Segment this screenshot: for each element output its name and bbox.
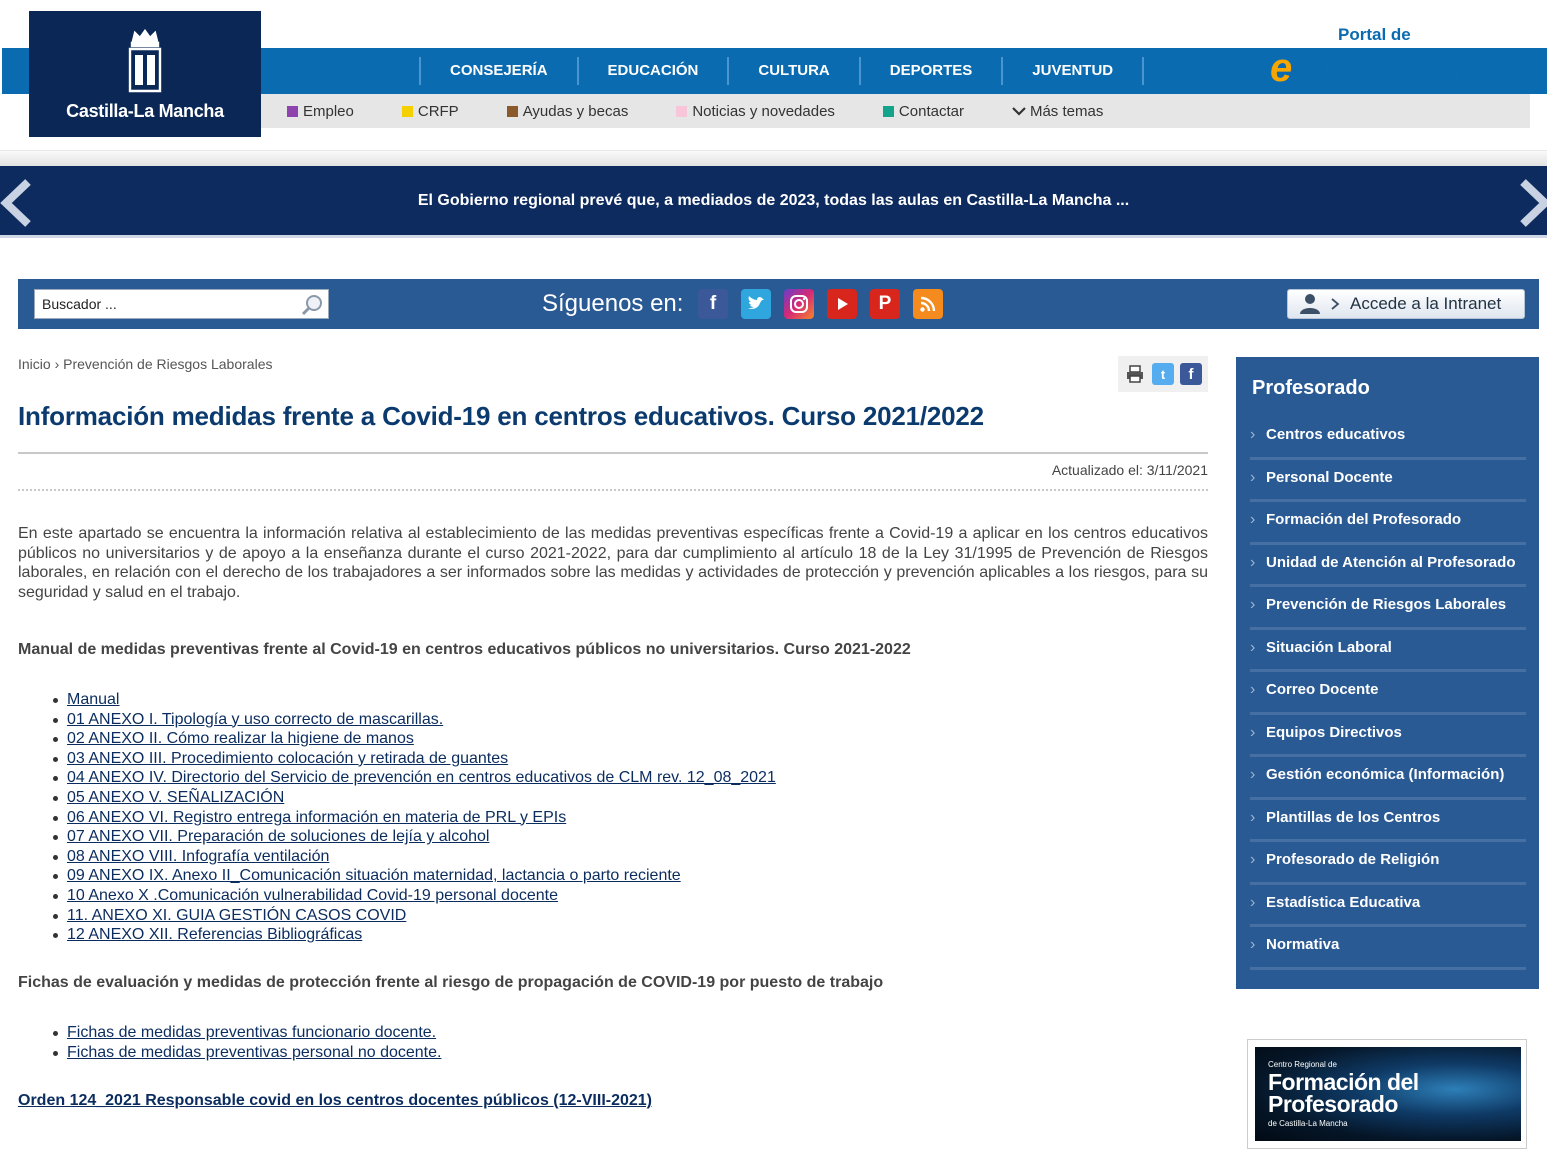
follow-us-label: Síguenos en: xyxy=(542,290,684,317)
doc-link[interactable]: 11. ANEXO XI. GUIA GESTIÓN CASOS COVID xyxy=(67,906,407,924)
orden-link[interactable]: Orden 124_2021 Responsable covid en los centros docentes públicos (12-VIII-2021) xyxy=(18,1092,653,1109)
subnav-label: Noticias y novedades xyxy=(692,102,835,120)
doc-link[interactable]: Fichas de medidas preventivas personal no docente. xyxy=(67,1043,442,1061)
sidebar-item-personal-docente[interactable]: › Personal Docente xyxy=(1250,460,1526,503)
youtube-icon[interactable] xyxy=(827,289,857,319)
doc-link[interactable]: 06 ANEXO VI. Registro entrega información en materia de PRL y EPIs xyxy=(67,808,567,826)
pinterest-icon[interactable]: P xyxy=(870,289,900,319)
crfp-banner-image xyxy=(1255,1047,1521,1141)
doc-link[interactable]: 08 ANEXO VIII. Infografía ventilación xyxy=(67,847,330,865)
color-square-icon xyxy=(402,106,413,117)
rss-icon[interactable] xyxy=(913,289,943,319)
list-item xyxy=(50,768,776,788)
instagram-icon[interactable] xyxy=(784,289,814,319)
nav-juventud[interactable]: JUVENTUD xyxy=(1001,57,1144,85)
facebook-icon[interactable]: f xyxy=(698,289,728,319)
sidebar-item-plantillas[interactable]: › Plantillas de los Centros xyxy=(1250,800,1526,843)
share-tools xyxy=(1118,356,1208,392)
news-carousel xyxy=(0,166,1547,238)
portal-educacion-logo[interactable] xyxy=(1270,25,1515,91)
list-item xyxy=(50,827,776,847)
user-icon xyxy=(1298,293,1322,315)
main-nav xyxy=(419,57,1144,85)
search-icon[interactable] xyxy=(300,293,324,317)
chevron-right-icon: › xyxy=(1250,766,1256,783)
sidebar-item-equipos-directivos[interactable]: › Equipos Directivos xyxy=(1250,715,1526,758)
list-item xyxy=(50,729,776,749)
portal-logo-line2: educación xyxy=(1270,46,1473,90)
chevron-down-icon xyxy=(1012,106,1026,116)
list-item xyxy=(50,847,776,867)
chevron-right-icon: › xyxy=(1250,936,1256,953)
list-item xyxy=(50,1023,441,1043)
doc-link[interactable]: 12 ANEXO XII. Referencias Bibliográficas xyxy=(67,926,363,944)
color-square-icon xyxy=(676,106,687,117)
banner-title: Formación del Profesorado xyxy=(1268,1069,1419,1117)
subnav-label: Contactar xyxy=(898,102,964,120)
doc-link[interactable]: 07 ANEXO VII. Preparación de soluciones de lejía y alcohol xyxy=(67,828,490,846)
chevron-right-icon: › xyxy=(1250,468,1256,486)
intranet-label: Accede a la Intranet xyxy=(1350,294,1502,313)
intranet-button[interactable] xyxy=(1287,289,1525,319)
nav-cultura[interactable]: CULTURA xyxy=(727,57,858,85)
sidebar-item-correo-docente[interactable]: › Correo Docente xyxy=(1250,672,1526,715)
doc-link[interactable]: Manual xyxy=(67,691,120,708)
utility-toolbar xyxy=(18,279,1539,329)
intro-paragraph: En este apartado se encuentra la información relativa al establecimiento de las medidas preventivas específicas frente a Covid-19 a aplicar en los centros educativos públicos no universitarios y de apoyo a la enseñanza durante el curso 2021-2022, para dar cumplimiento al artículo 18 de la Ley 31/1995 de Prevención de Riesgos laborales, en relación con el derecho de los trabajadores a ser informados sobre las medidas y actividades de protección y prevención aplicables a los riesgos, para su seguridad y salud en el trabajo. xyxy=(18,525,1208,602)
twitter-share-icon[interactable]: t xyxy=(1152,363,1174,385)
fichas-links-list xyxy=(50,1023,441,1062)
banner-line4: de Castilla-La Mancha xyxy=(1268,1119,1348,1128)
chevron-right-icon: › xyxy=(1250,893,1256,911)
list-item xyxy=(50,906,776,926)
list-item xyxy=(50,808,776,828)
chevron-right-icon: › xyxy=(1250,851,1256,868)
banner-line1: Centro Regional de xyxy=(1268,1060,1337,1069)
doc-link[interactable]: 09 ANEXO IX. Anexo II_Comunicación situación maternidad, lactancia o parto reciente xyxy=(67,867,681,885)
subnav-label: Ayudas y becas xyxy=(522,102,629,120)
doc-link[interactable]: 10 Anexo X .Comunicación vulnerabilidad Covid-19 personal docente xyxy=(67,886,558,904)
chevron-right-icon: › xyxy=(1250,596,1256,613)
facebook-share-icon[interactable]: f xyxy=(1180,363,1202,385)
sidebar-item-unidad-atencion[interactable]: › Unidad de Atención al Profesorado xyxy=(1250,545,1526,588)
chevron-right-icon: › xyxy=(1250,553,1256,571)
list-item xyxy=(50,886,776,906)
doc-link[interactable]: 03 ANEXO III. Procedimiento colocación y retirada de guantes xyxy=(67,749,509,767)
dotted-divider xyxy=(18,489,1208,491)
doc-link[interactable]: 02 ANEXO II. Cómo realizar la higiene de manos xyxy=(67,730,414,748)
doc-link[interactable]: 05 ANEXO V. SEÑALIZACIÓN xyxy=(67,788,285,806)
sidebar-item-religion[interactable]: › Profesorado de Religión xyxy=(1250,842,1526,885)
doc-link[interactable]: 04 ANEXO IV. Directorio del Servicio de prevención en centros educativos de CLM rev. 12_08_2021 xyxy=(67,769,776,787)
subnav-crfp[interactable] xyxy=(402,103,459,120)
section-fichas-title: Fichas de evaluación y medidas de protección frente al riesgo de propagación de COVID-19 por puesto de trabajo xyxy=(18,974,884,991)
subnav-empleo[interactable] xyxy=(287,103,354,120)
sidebar-item-centros-educativos[interactable]: › Centros educativos xyxy=(1250,417,1526,460)
sidebar-title: Profesorado xyxy=(1252,377,1370,399)
color-square-icon xyxy=(507,106,518,117)
doc-link[interactable]: Fichas de medidas preventivas funcionario docente. xyxy=(67,1024,437,1041)
sidebar-item-normativa[interactable]: › Normativa xyxy=(1250,927,1526,970)
page-title: Información medidas frente a Covid-19 en centros educativos. Curso 2021/2022 xyxy=(18,401,984,431)
updated-date: Actualizado el: 3/11/2021 xyxy=(1051,462,1208,478)
search-input[interactable] xyxy=(35,290,290,318)
carousel-headline[interactable]: El Gobierno regional prevé que, a mediados de 2023, todas las aulas en Castilla-La Mancha ... xyxy=(417,192,1130,209)
sidebar-item-situacion-laboral[interactable]: › Situación Laboral xyxy=(1250,630,1526,673)
chevron-right-icon: › xyxy=(1250,681,1256,698)
sidebar-item-estadistica[interactable]: › Estadística Educativa xyxy=(1250,885,1526,928)
nav-deportes[interactable]: DEPORTES xyxy=(859,57,1002,85)
list-item xyxy=(50,710,776,730)
orden-link-wrapper xyxy=(18,1092,652,1110)
chevron-right-icon: › xyxy=(1250,426,1256,443)
list-item xyxy=(50,866,776,886)
subnav-label: Más temas xyxy=(1029,102,1104,120)
portal-logo-line1: Portal de xyxy=(1338,25,1411,44)
title-divider xyxy=(18,452,1208,454)
sidebar-menu xyxy=(1250,417,1526,970)
nav-consejeria[interactable]: CONSEJERÍA xyxy=(419,57,577,85)
search-box xyxy=(34,289,329,319)
sub-nav xyxy=(261,94,1530,128)
subnav-label: CRFP xyxy=(417,102,459,120)
nav-educacion[interactable]: EDUCACIÓN xyxy=(577,57,728,85)
subnav-label: Empleo xyxy=(303,102,354,120)
manual-links-list xyxy=(50,690,776,945)
carousel-next-arrow-icon[interactable] xyxy=(1517,178,1547,228)
list-item xyxy=(50,1043,441,1063)
subnav-contactar[interactable] xyxy=(883,103,964,120)
crfp-banner[interactable] xyxy=(1247,1039,1527,1149)
chevron-right-icon: › xyxy=(1250,723,1256,741)
sidebar-item-gestion-economica[interactable]: › Gestión económica (Información) xyxy=(1250,757,1526,800)
castilla-la-mancha-logo[interactable] xyxy=(29,11,261,137)
castle-crest-icon xyxy=(125,29,165,97)
list-item xyxy=(50,925,776,945)
logo-text: Castilla-La Mancha xyxy=(66,101,224,121)
chevron-right-icon: › xyxy=(1250,808,1256,826)
chevron-right-icon: › xyxy=(1250,638,1256,656)
sidebar-item-prevencion[interactable]: › Prevención de Riesgos Laborales xyxy=(1250,587,1526,630)
color-square-icon xyxy=(287,106,298,117)
social-links xyxy=(698,289,943,319)
subnav-more-topics[interactable] xyxy=(1012,103,1103,120)
section-manual-title: Manual de medidas preventivas frente al Covid-19 en centros educativos públicos no universitarios. Curso 2021-2022 xyxy=(18,641,911,658)
breadcrumb[interactable]: Inicio › Prevención de Riesgos Laborales xyxy=(18,356,273,372)
list-item xyxy=(50,788,776,808)
sidebar-item-formacion[interactable]: › Formación del Profesorado xyxy=(1250,502,1526,545)
list-item xyxy=(50,690,776,710)
subnav-noticias[interactable] xyxy=(676,103,835,120)
chevron-right-icon: › xyxy=(1250,511,1256,528)
twitter-icon[interactable] xyxy=(741,289,771,319)
chevron-right-icon xyxy=(1330,297,1340,311)
doc-link[interactable]: 01 ANEXO I. Tipología y uso correcto de mascarillas. xyxy=(67,710,444,728)
list-item xyxy=(50,749,776,769)
print-icon[interactable] xyxy=(1124,363,1146,385)
sidebar-profesorado xyxy=(1236,357,1539,989)
divider-band xyxy=(0,150,1547,166)
color-square-icon xyxy=(883,106,894,117)
subnav-ayudas[interactable] xyxy=(507,103,629,120)
